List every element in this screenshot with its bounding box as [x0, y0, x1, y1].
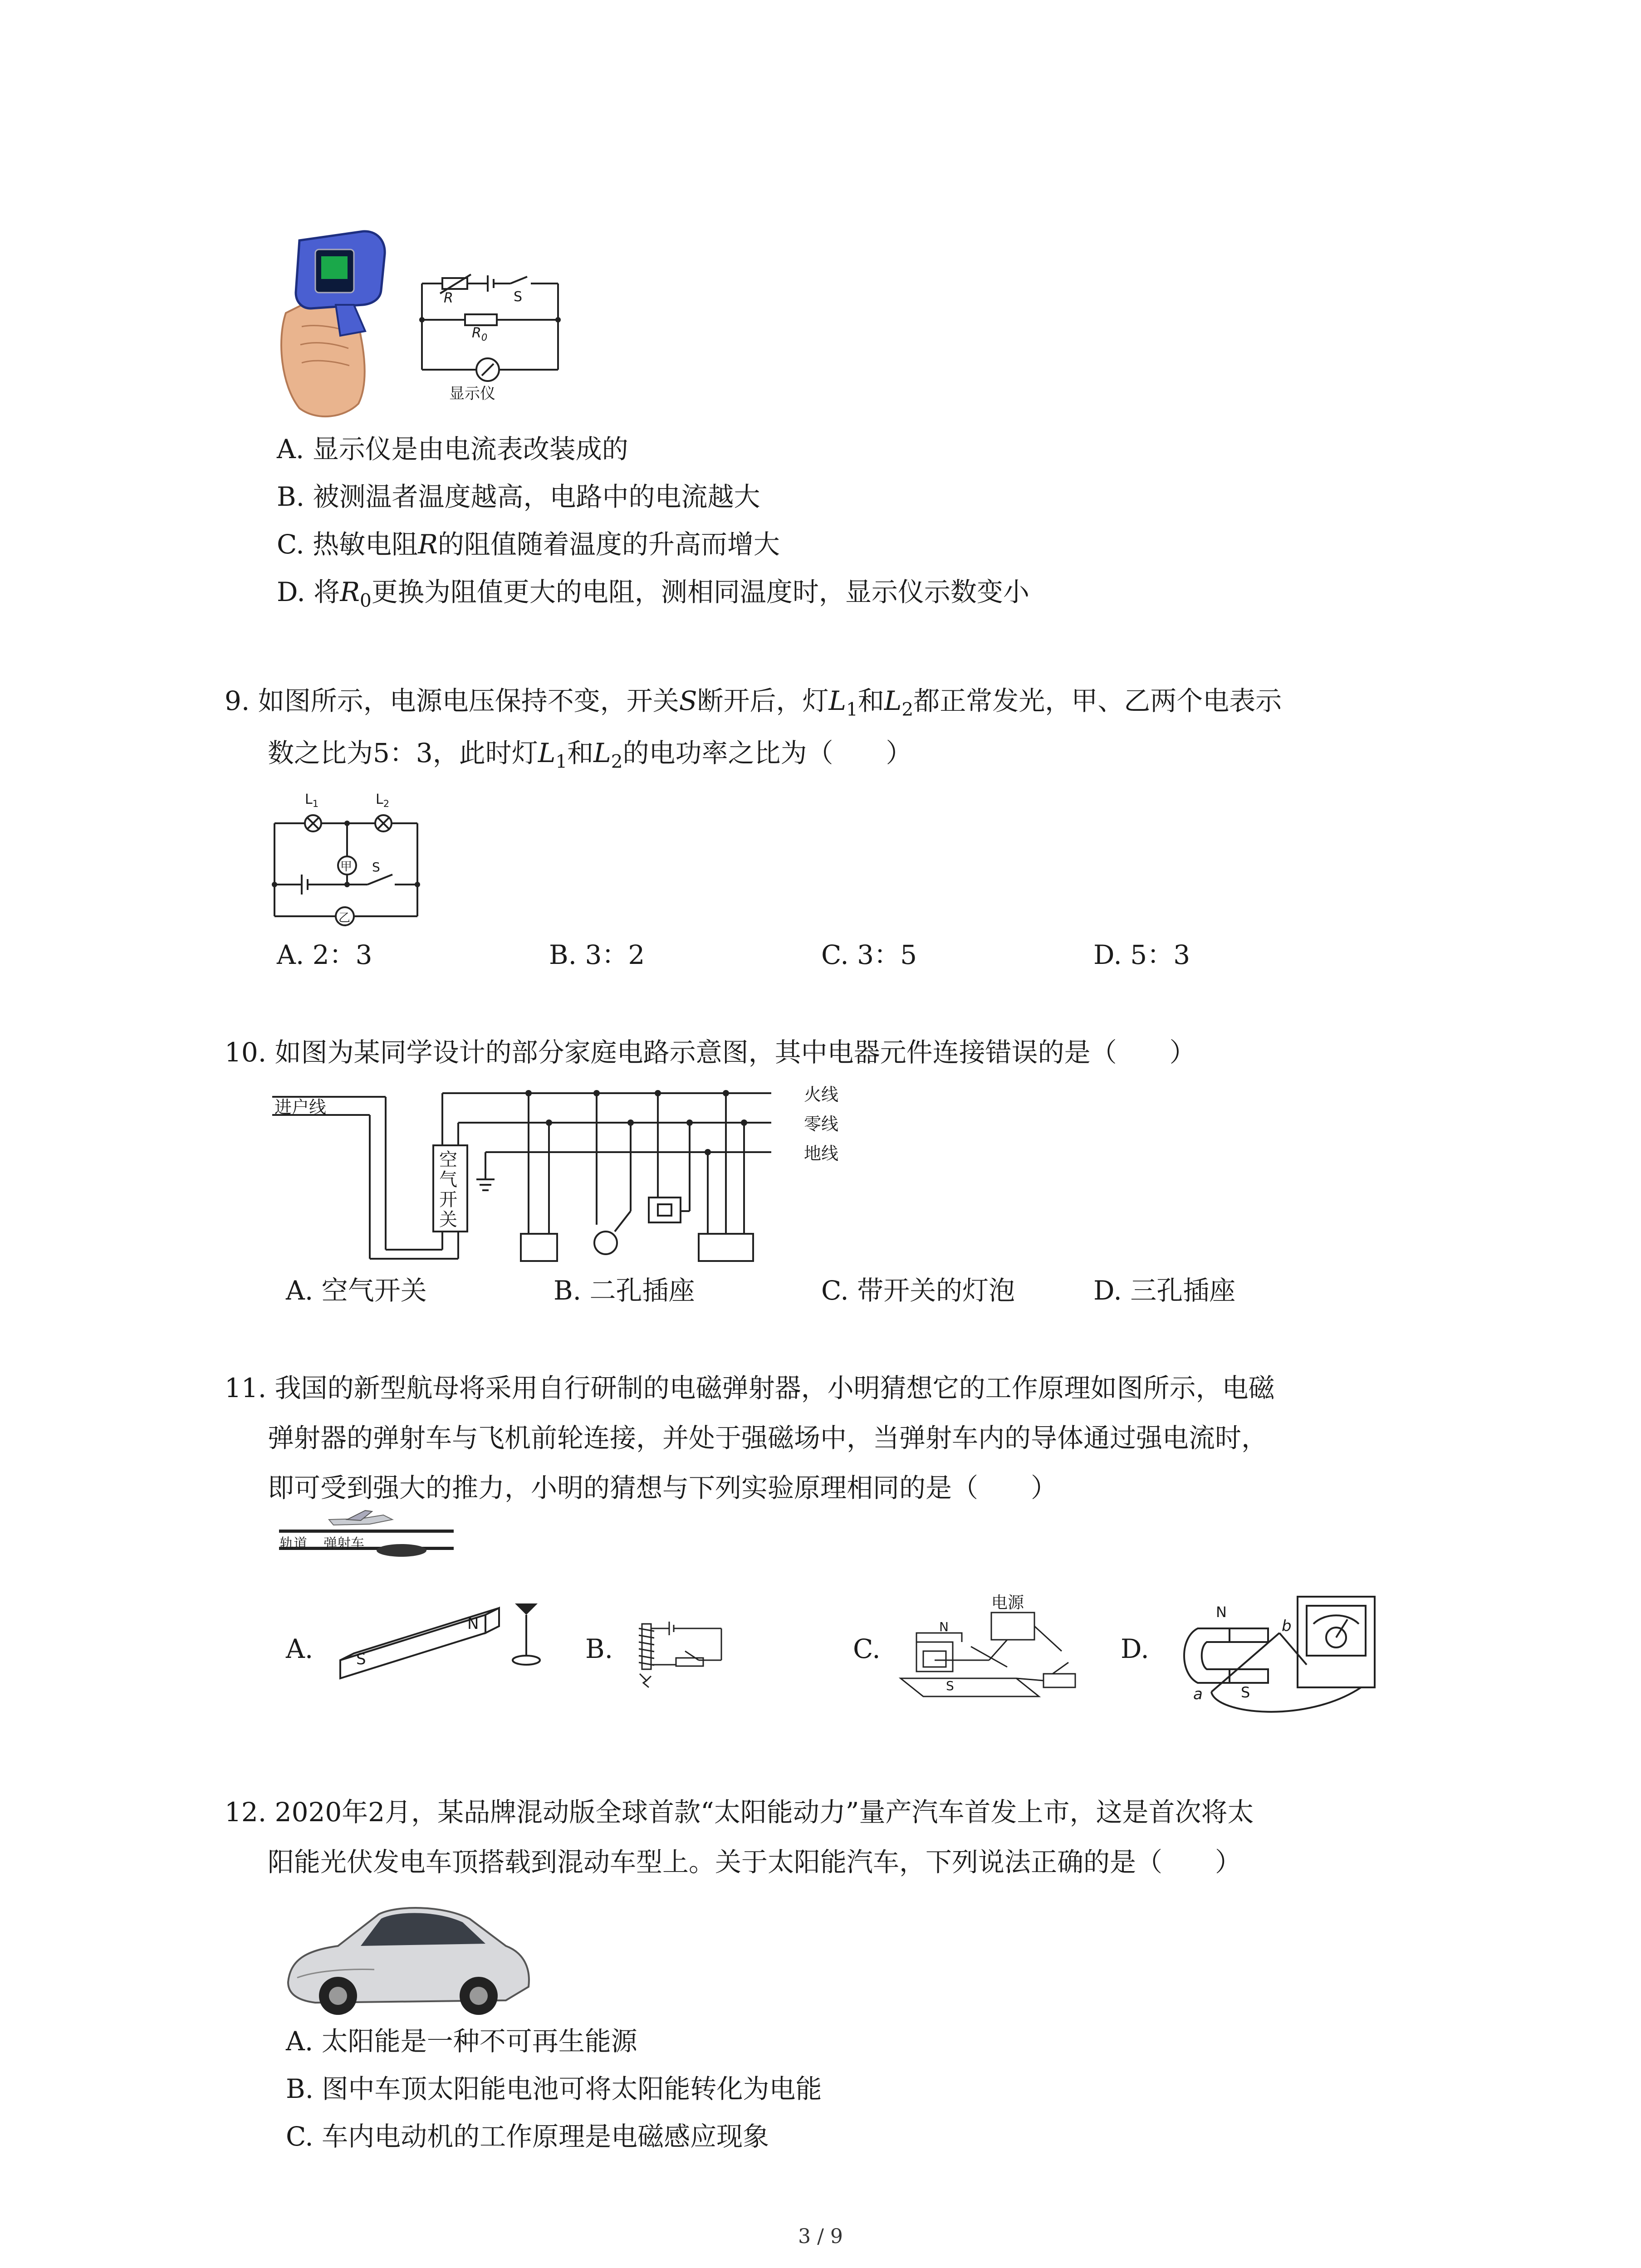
q12-option-a: A. 太阳能是一种不可再生能源 [286, 2026, 637, 2057]
q11-induction-experiment-drawing [1171, 1579, 1384, 1728]
q10-option-c: C. 带开关的灯泡 [821, 1275, 1015, 1306]
q9-option-d: D. 5：3 [1093, 939, 1190, 970]
q10-stem: 10. 如图为某同学设计的部分家庭电路示意图，其中电器元件连接错误的是（ ） [225, 1037, 1196, 1068]
q12-option-c: C. 车内电动机的工作原理是电磁感应现象 [286, 2121, 769, 2152]
q11-option-b-figure [631, 1615, 735, 1692]
q9-label-jia: 甲 [340, 860, 353, 874]
q10-label-neutral: 零线 [804, 1114, 839, 1134]
q11-label-power: 电源 [991, 1593, 1024, 1612]
q11-label-cart: 弹射车 [323, 1536, 364, 1552]
q11-bar-magnet-drawing [336, 1597, 554, 1687]
q11-label-c-s: S [946, 1678, 954, 1693]
q11-label-d-b: b [1282, 1617, 1292, 1635]
q11-stem-line1: 11. 我国的新型航母将采用自行研制的电磁弹射器，小明猜想它的工作原理如图所示，电磁 [225, 1373, 1275, 1403]
q9-option-c: C. 3：5 [821, 939, 917, 970]
q9-label-l2: $L_2$ [376, 792, 390, 809]
q11-label-a-n: N [467, 1615, 479, 1633]
q9-label-yi: 乙 [338, 911, 351, 925]
q9-option-a: A. 2：3 [277, 939, 372, 970]
q9-stem-line1: 9. 如图所示，电源电压保持不变，开关S断开后，灯$L_1$和$L_2$都正常发光，甲、乙两个电表示 [225, 685, 1282, 720]
q8-label-r: R [444, 290, 453, 306]
q8-circuit-figure [408, 265, 572, 411]
q11-option-d: D. [1121, 1633, 1149, 1664]
q11-label-c-n: N [939, 1619, 949, 1634]
q11-catapult-figure [279, 1506, 460, 1569]
q11-option-c-figure [898, 1588, 1089, 1706]
q11-option-a: A. [286, 1633, 314, 1664]
q11-label-a-s: S [356, 1650, 366, 1668]
q10-label-inlet: 进户线 [274, 1097, 327, 1117]
q9-label-l1: $L_1$ [305, 792, 319, 809]
q8-option-a: A. 显示仪是由电流表改装成的 [277, 434, 628, 464]
q10-household-circuit-figure [272, 1075, 862, 1266]
q11-label-d-a: a [1193, 1685, 1203, 1703]
q8-label-r0: $R_0$ [472, 325, 488, 343]
q11-option-d-figure [1171, 1579, 1384, 1728]
q10-label-air-switch: 空气开关 [439, 1149, 457, 1230]
q10-label-ground: 地线 [804, 1144, 839, 1163]
q11-electromagnet-drawing [631, 1615, 735, 1692]
q12-car-drawing [279, 1887, 533, 2023]
q10-option-a: A. 空气开关 [286, 1275, 427, 1306]
q11-option-b: B. [585, 1633, 613, 1664]
q11-option-a-figure [336, 1597, 554, 1687]
q9-circuit-figure [263, 789, 426, 930]
q9-option-b: B. 3：2 [549, 939, 645, 970]
q12-stem-line2: 阳能光伏发电车顶搭载到混动车型上。关于太阳能汽车，下列说法正确的是（ ） [268, 1847, 1242, 1877]
q12-car-figure [279, 1887, 533, 2023]
q8-label-s: S [514, 289, 523, 305]
q11-label-d-s: S [1241, 1684, 1250, 1701]
q11-stem-line2: 弹射器的弹射车与飞机前轮连接，并处于强磁场中，当弹射车内的导体通过强电流时， [268, 1422, 1268, 1453]
q8-option-d: D. 将$R_0$更换为阻值更大的电阻，测相同温度时，显示仪示数变小 [277, 577, 1029, 611]
q11-stem-line3: 即可受到强大的推力，小明的猜想与下列实验原理相同的是（ ） [268, 1472, 1058, 1503]
q8-option-b: B. 被测温者温度越高，电路中的电流越大 [277, 481, 760, 512]
page-number: 3 / 9 [798, 2225, 843, 2248]
q10-circuit-diagram [272, 1075, 862, 1266]
q10-option-d: D. 三孔插座 [1093, 1275, 1236, 1306]
q11-label-d-n: N [1216, 1603, 1227, 1621]
q10-label-live: 火线 [804, 1085, 839, 1105]
q11-label-track: 轨道 [280, 1536, 307, 1552]
q12-stem-line1: 12. 2020年2月，某品牌混动版全球首款“太阳能动力”量产汽车首发上市，这是首次将太 [225, 1797, 1254, 1828]
q10-option-b: B. 二孔插座 [554, 1275, 695, 1306]
q9-stem-line2: 数之比为5：3，此时灯$L_1$和$L_2$的电功率之比为（ ） [268, 738, 912, 772]
q8-label-display: 显示仪 [449, 385, 495, 403]
q8-option-c: C. 热敏电阻R的阻值随着温度的升高而增大 [277, 529, 780, 560]
q9-label-s: S [372, 860, 380, 875]
q11-option-c: C. [853, 1633, 881, 1664]
q12-option-b: B. 图中车顶太阳能电池可将太阳能转化为电能 [286, 2073, 822, 2104]
